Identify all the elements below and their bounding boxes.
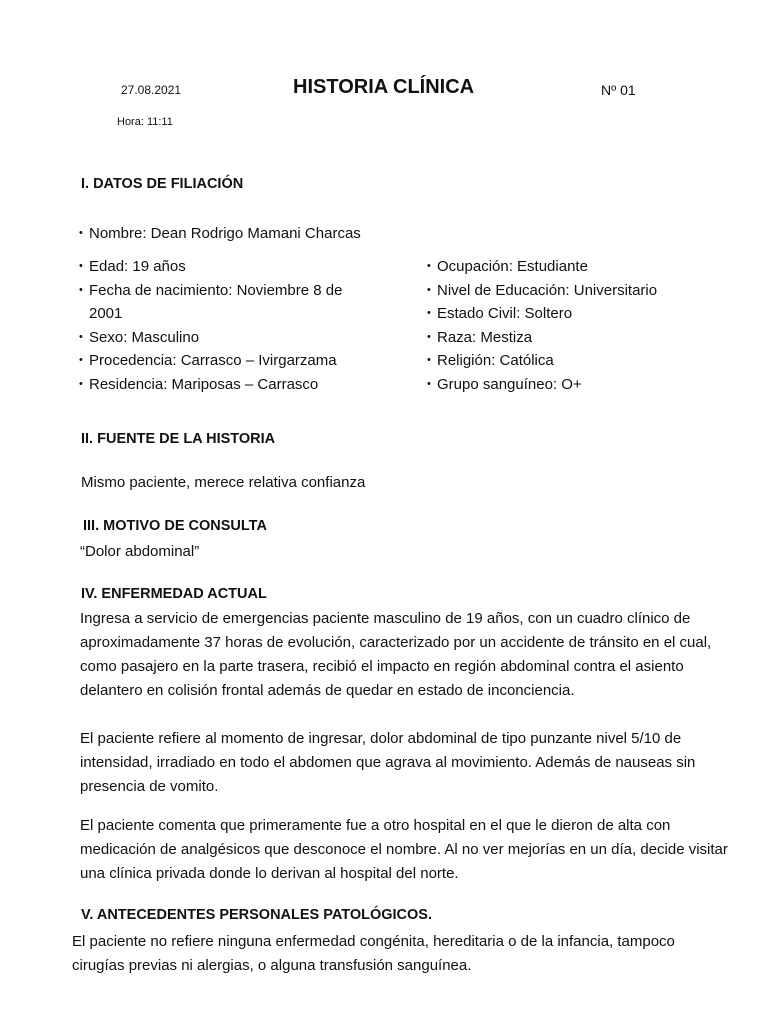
filiacion-name-list — [79, 222, 409, 246]
section-heading-motivo: III. MOTIVO DE CONSULTA — [83, 518, 267, 534]
filiacion-left-item: • Fecha de nacimiento: Noviembre 8 de 2001 — [79, 279, 379, 326]
filiacion-right-item: • Grupo sanguíneo: O+ — [427, 373, 727, 397]
document-number: Nº 01 — [601, 82, 636, 98]
enfermedad-paragraph-3: El paciente comenta que primeramente fue a otro hospital en el que le dieron de alta con medicación de analgésicos que desconoce el nombre. Al no ver mejorías en un día, decide visitar una clínica privada donde lo derivan al hospital del norte. — [80, 817, 728, 882]
filiacion-right-item: • Ocupación: Estudiante — [427, 255, 727, 279]
document-date: 27.08.2021 — [121, 83, 182, 97]
filiacion-left-item: • Residencia: Mariposas – Carrasco — [79, 373, 379, 397]
filiacion-right-item: • Estado Civil: Soltero — [427, 302, 727, 326]
filiacion-right-item: • Raza: Mestiza — [427, 326, 727, 350]
filiacion-left-list — [79, 255, 379, 397]
filiacion-left-item: • Edad: 19 años — [79, 255, 379, 279]
enfermedad-paragraph-1: Ingresa a servicio de emergencias paciente masculino de 19 años, con un cuadro clínico de aproximadamente 37 horas de evolución, caracterizado por un accidente de tránsito en el cual, como pasajero en la parte trasera, recibió el impacto en región abdominal contra el asiento delantero en colisión frontal además de quedar en estado de inconciencia. — [80, 610, 712, 699]
section-heading-fuente: II. FUENTE DE LA HISTORIA — [81, 431, 276, 447]
filiacion-right-item: • Nivel de Educación: Universitario — [427, 279, 727, 303]
section-heading-filiacion: I. DATOS DE FILIACIÓN — [81, 176, 244, 192]
document-time: Hora: 11:11 — [117, 116, 173, 128]
filiacion-left-item: • Sexo: Masculino — [79, 326, 379, 350]
section-heading-enfermedad: IV. ENFERMEDAD ACTUAL — [81, 586, 267, 602]
enfermedad-paragraph-2: El paciente refiere al momento de ingresar, dolor abdominal de tipo punzante nivel 5/10 de intensidad, irradiado en todo el abdomen que agrava al movimiento. Además de nauseas sin presencia de vomito. — [80, 730, 696, 795]
fuente-text: Mismo paciente, merece relativa confianza — [81, 474, 366, 491]
section-heading-antecedentes: V. ANTECEDENTES PERSONALES PATOLÓGICOS. — [81, 907, 433, 923]
motivo-text: “Dolor abdominal” — [80, 543, 200, 560]
filiacion-name: • Nombre: Dean Rodrigo Mamani Charcas — [79, 222, 409, 246]
filiacion-right-list — [427, 255, 727, 397]
filiacion-right-item: • Religión: Católica — [427, 349, 727, 373]
document-title: HISTORIA CLÍNICA — [293, 76, 475, 98]
filiacion-left-item: • Procedencia: Carrasco – Ivirgarzama — [79, 349, 379, 373]
antecedentes-text: El paciente no refiere ninguna enfermedad congénita, hereditaria o de la infancia, tampoco cirugías previas ni alergias, o alguna transfusión sanguínea. — [72, 933, 675, 974]
